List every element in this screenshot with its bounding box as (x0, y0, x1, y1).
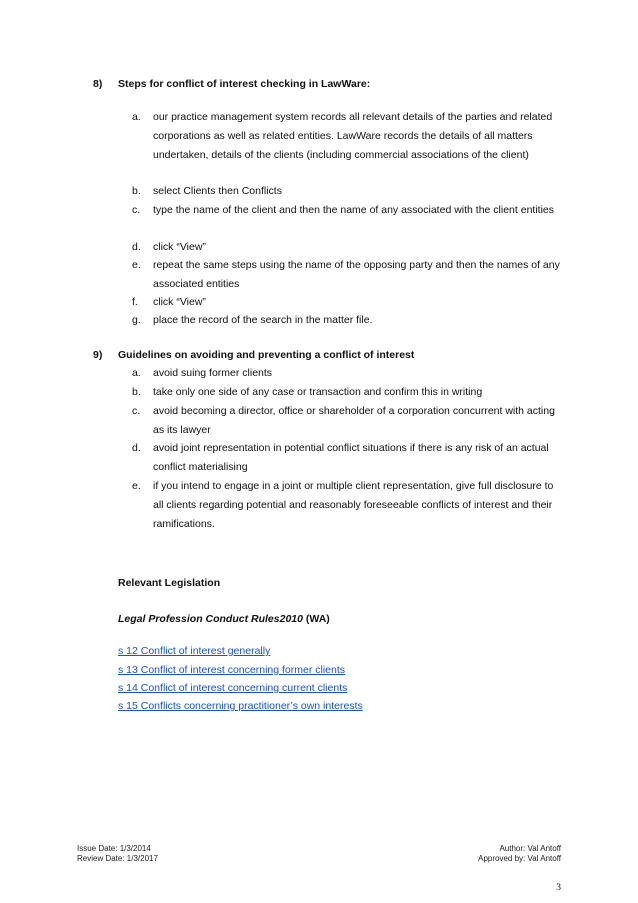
legislation-link-s15[interactable]: s 15 Conflicts concerning practitioner’s own interests (118, 700, 363, 712)
legislation-link-s14[interactable]: s 14 Conflict of interest concerning current clients (118, 682, 348, 694)
approved-by: Approved by: Val Antoff (478, 854, 561, 863)
section-number: 9) (93, 349, 103, 361)
act-title-italic: Legal Profession Conduct Rules2010 (118, 613, 303, 625)
section-8-heading (93, 78, 370, 90)
list-item: e. repeat the same steps using the name of the opposing party and then the names of any associated entities (132, 259, 560, 290)
list-item: c. type the name of the client and then the name of any associated with the client entities (132, 204, 554, 216)
list-item: a. avoid suing former clients (132, 367, 273, 379)
list-item: d. click “View” (132, 241, 206, 253)
list-item: f. click “View” (132, 296, 206, 308)
section-title: Steps for conflict of interest checking in LawWare: (118, 78, 371, 90)
act-title (118, 613, 330, 625)
issue-date: Issue Date: 1/3/2014 (77, 844, 151, 853)
author: Author: Val Antoff (499, 844, 561, 853)
footer-left (77, 844, 158, 864)
list-item: b. select Clients then Conflicts (132, 185, 282, 197)
footer-right (478, 844, 561, 864)
legislation-heading: Relevant Legislation (118, 577, 221, 589)
page-number: 3 (556, 883, 561, 893)
list-item: e. if you intend to engage in a joint or multiple client representation, give full disclosure to all clients regarding potential and reasonably foreseeable conflicts of interest and their ramifications. (132, 480, 554, 530)
list-item: g. place the record of the search in the matter file. (132, 314, 373, 326)
list-item: c. avoid becoming a director, office or shareholder of a corporation concurrent with acting as its lawyer (132, 405, 555, 436)
review-date: Review Date: 1/3/2017 (77, 854, 158, 863)
act-jurisdiction: (WA) (302, 613, 330, 625)
section-title: Guidelines on avoiding and preventing a conflict of interest (118, 349, 415, 361)
legislation-link-s12[interactable]: s 12 Conflict of interest generally (118, 645, 271, 657)
list-item: a. our practice management system records all relevant details of the parties and related corporations as well as related entities. LawWare records the details of all matters undertaken, details of the clients (including commercial associations of the client) (132, 111, 553, 161)
list-item: d. avoid joint representation in potential conflict situations if there is any risk of an actual conflict materialising (132, 442, 549, 473)
section-9-heading (93, 349, 414, 361)
list-item: b. take only one side of any case or transaction and confirm this in writing (132, 386, 483, 398)
section-number: 8) (93, 78, 103, 90)
legislation-link-s13[interactable]: s 13 Conflict of interest concerning former clients (118, 664, 346, 676)
